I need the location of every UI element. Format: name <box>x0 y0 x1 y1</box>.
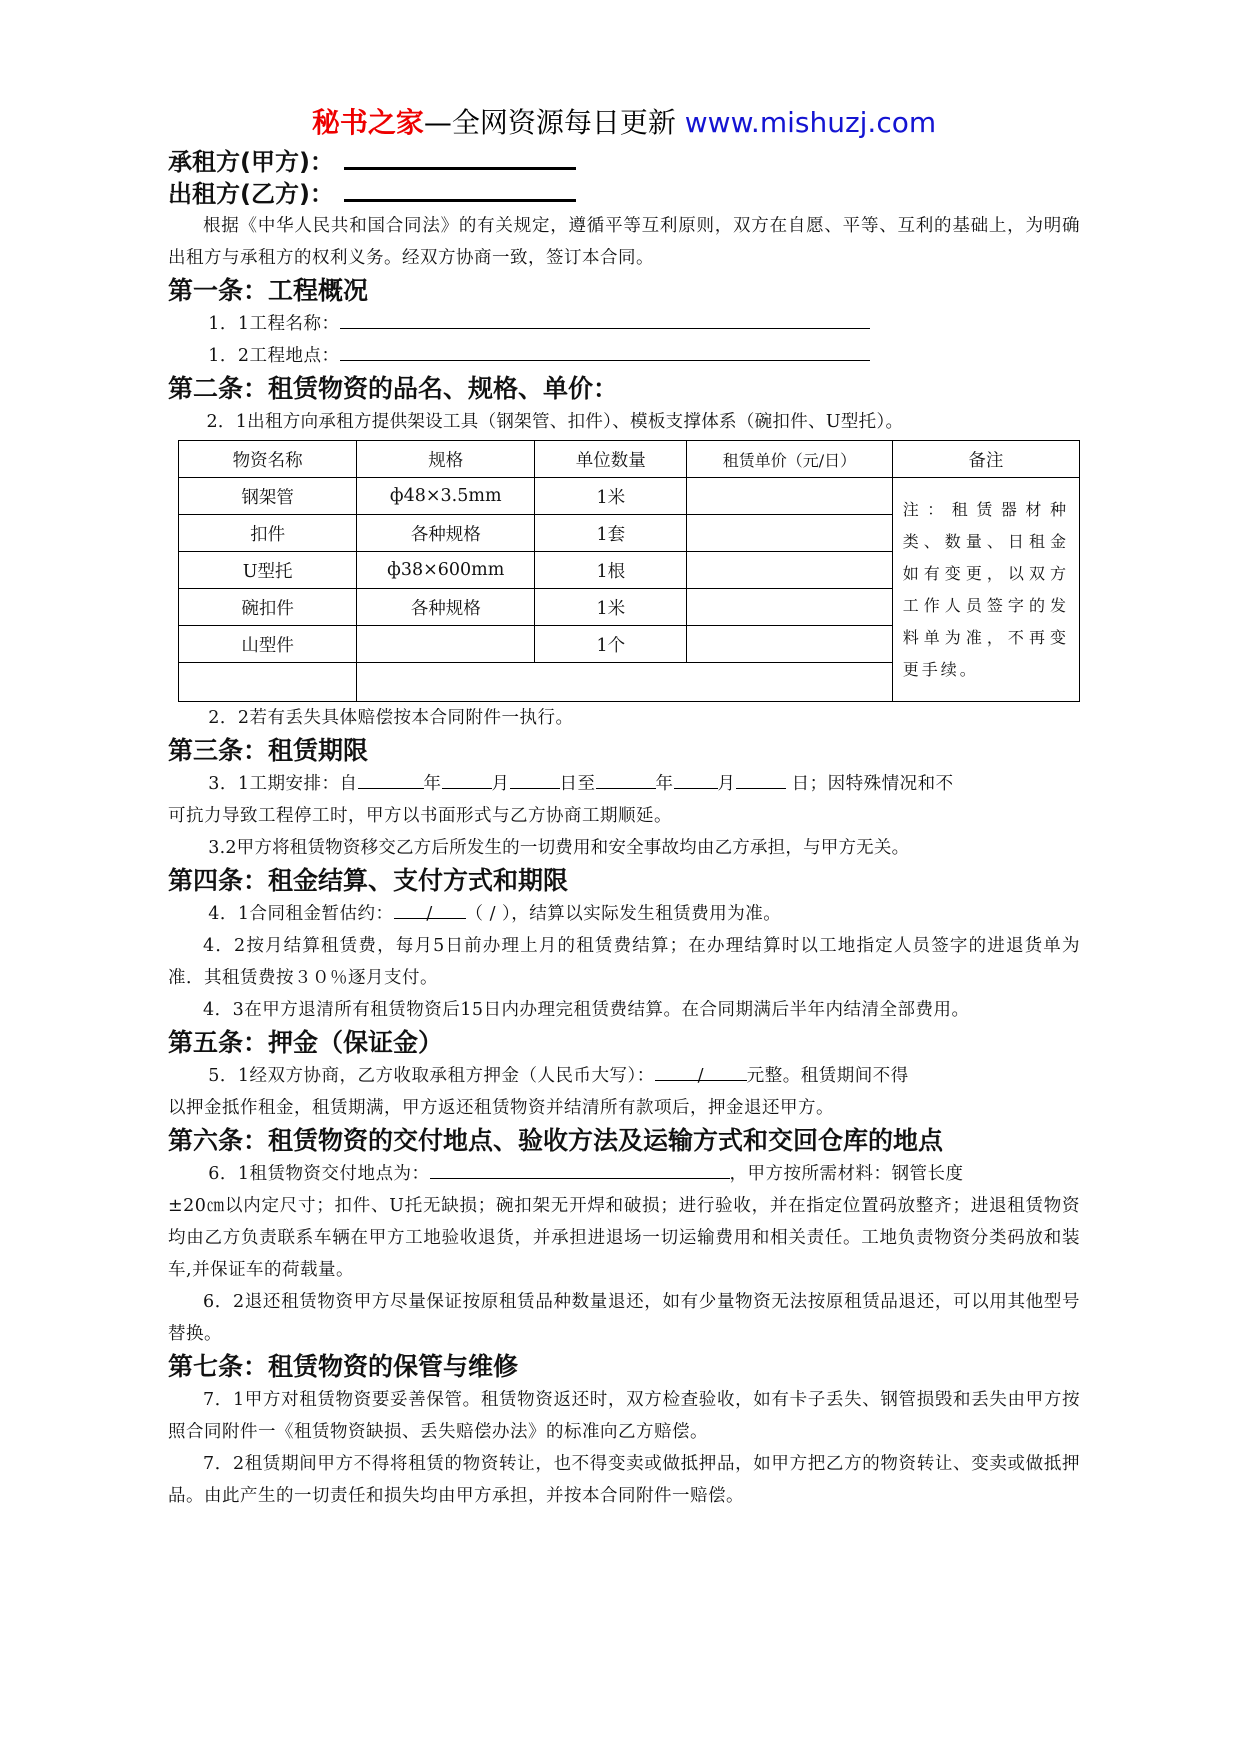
lessee-field <box>168 146 1080 178</box>
article-5-heading: 第五条：押金（保证金） <box>168 1028 444 1057</box>
item-unit-cell: 1套 <box>535 515 687 552</box>
remarks-note-cell: 注：租赁器材种类、数量、日租金如有变更，以双方工作人员签字的发料单为准，不再变更手续。 <box>892 478 1079 702</box>
project-location-field <box>168 340 1080 372</box>
delivery-location-suffix: ，甲方按所需材料：钢管长度 <box>729 1164 964 1184</box>
article-7-item-2: 7．2租赁期间甲方不得将租赁的物资转让，也不得变卖或做抵押品，如甲方把乙方的物资转让、变卖或做抵押品。由此产生的一切责任和损失均由甲方承担，并按本合同附件一赔偿。 <box>168 1454 1080 1506</box>
header-cell: 规格 <box>357 441 535 478</box>
project-location-blank[interactable] <box>340 340 870 361</box>
item-name-cell: 碗扣件 <box>179 589 357 626</box>
item-price-cell[interactable] <box>687 552 893 589</box>
term-schedule-cont: 可抗力导致工程停工时，甲方以书面形式与乙方协商工期顺延。 <box>168 806 672 826</box>
article-6-heading: 第六条：租赁物资的交付地点、验收方法及运输方式和交回仓库的地点 <box>168 1126 944 1155</box>
item-name-cell: U型托 <box>179 552 357 589</box>
project-name-blank[interactable] <box>340 308 870 329</box>
header-cell: 备注 <box>892 441 1079 478</box>
rent-estimate-line <box>168 898 1080 930</box>
item-spec-cell <box>357 626 535 663</box>
month-label: 月 <box>717 774 736 794</box>
delivery-location-blank[interactable] <box>430 1158 730 1179</box>
deposit-label: 5．1经双方协商，乙方收取承租方押金（人民币大写）： <box>208 1066 655 1086</box>
article-6-item-2: 6．2退还租赁物资甲方尽量保证按原租赁品种数量退还，如有少量物资无法按原租赁品退还，可以用其他型号替换。 <box>168 1292 1080 1344</box>
lessor-label: 出租方(乙方)： <box>168 180 334 208</box>
intro-paragraph: 根据《中华人民共和国合同法》的有关规定，遵循平等互利原则，双方在自愿、平等、互利的基础上，为明确出租方与承租方的权利义务。经双方协商一致，签订本合同。 <box>168 216 1080 268</box>
article-7-heading: 第七条：租赁物资的保管与维修 <box>168 1352 519 1381</box>
start-day-blank[interactable] <box>510 768 560 789</box>
term-label: 3．1工期安排：自 <box>208 774 358 794</box>
delivery-location-line <box>168 1158 1080 1190</box>
item-unit-cell: 1米 <box>535 478 687 515</box>
end-year-blank[interactable] <box>596 768 656 789</box>
item-name-cell: 扣件 <box>179 515 357 552</box>
article-4-heading: 第四条：租金结算、支付方式和期限 <box>168 866 569 895</box>
lessor-blank[interactable] <box>344 179 576 202</box>
article-7-item-1: 7．1甲方对租赁物资要妥善保管。租赁物资返还时，双方检查验收，如有卡子丢失、钢管损毁和丢失由甲方按照合同附件一《租赁物资缺损、丢失赔偿办法》的标准向乙方赔偿。 <box>168 1390 1080 1442</box>
day-to-label: 日至 <box>559 774 596 794</box>
deposit-suffix: 元整。租赁期间不得 <box>746 1066 909 1086</box>
item-name-cell: 山型件 <box>179 626 357 663</box>
contract-page <box>168 100 1080 1512</box>
delivery-location-label: 6．1租赁物资交付地点为： <box>208 1164 430 1184</box>
empty-merged-cell[interactable] <box>357 663 893 702</box>
item-unit-cell: 1根 <box>535 552 687 589</box>
start-month-blank[interactable] <box>442 768 492 789</box>
year-label: 年 <box>655 774 674 794</box>
item-spec-cell: ф48×3.5mm <box>357 478 535 515</box>
term-schedule-line <box>168 768 1080 800</box>
item-price-cell[interactable] <box>687 515 893 552</box>
end-month-blank[interactable] <box>674 768 718 789</box>
item-spec-cell: ф38×600mm <box>357 552 535 589</box>
lessor-field <box>168 178 1080 210</box>
project-location-label: 1．2工程地点： <box>208 346 340 366</box>
header-cell: 单位数量 <box>535 441 687 478</box>
deposit-cont: 以押金抵作租金，租赁期满，甲方返还租赁物资并结清所有款项后，押金退还甲方。 <box>168 1098 834 1118</box>
item-price-cell[interactable] <box>687 478 893 515</box>
project-name-field <box>168 308 1080 340</box>
deposit-line <box>168 1060 1080 1092</box>
item-spec-cell: 各种规格 <box>357 515 535 552</box>
article-3-heading: 第三条：租赁期限 <box>168 736 369 765</box>
year-label: 年 <box>423 774 442 794</box>
month-label: 月 <box>491 774 510 794</box>
article-4-item-2: 4．2按月结算租赁费，每月5日前办理上月的租赁费结算；在办理结算时以工地指定人员签字的进退货单为准．其租赁费按３０％逐月支付。 <box>168 936 1080 988</box>
project-name-label: 1．1工程名称： <box>208 314 340 334</box>
article-3-item-2: 3.2甲方将租赁物资移交乙方后所发生的一切费用和安全事故均由乙方承担，与甲方无关。 <box>208 838 910 858</box>
item-price-cell[interactable] <box>687 626 893 663</box>
rent-estimate-blank[interactable]: / <box>394 898 466 919</box>
banner-url-link[interactable]: www.mishuzj.com <box>684 106 937 139</box>
item-name-cell: 钢架管 <box>179 478 357 515</box>
header-cell: 物资名称 <box>179 441 357 478</box>
item-spec-cell: 各种规格 <box>357 589 535 626</box>
item-price-cell[interactable] <box>687 589 893 626</box>
day-end-label: 日；因特殊情况和不 <box>785 774 954 794</box>
article-2-item-2: 2．2若有丢失具体赔偿按本合同附件一执行。 <box>208 708 574 728</box>
deposit-blank[interactable]: / <box>655 1060 747 1081</box>
site-banner <box>168 100 1080 146</box>
article-2-item-1: 2．1出租方向承租方提供架设工具（钢架管、扣件）、模板支撑体系（碗扣件、U型托）。 <box>206 412 904 432</box>
table-row <box>179 478 1080 515</box>
item-unit-cell: 1米 <box>535 589 687 626</box>
article-4-item-3: 4．3在甲方退清所有租赁物资后15日内办理完租赁费结算。在合同期满后半年内结清全部费用。 <box>203 1000 970 1020</box>
goods-table <box>178 440 1080 702</box>
rent-estimate-label: 4．1合同租金暂估约： <box>208 904 394 924</box>
end-day-blank[interactable] <box>736 768 786 789</box>
delivery-location-cont: ±20㎝以内定尺寸；扣件、U托无缺损；碗扣架无开焊和破损；进行验收，并在指定位置码放整齐；进退租赁物资均由乙方负责联系车辆在甲方工地验收退货，并承担进退场一切运输费用和相关责任。工地负责物资分类码放和装车,并保证车的荷载量。 <box>168 1196 1080 1280</box>
header-cell: 租赁单价（元/日） <box>687 441 893 478</box>
lessee-blank[interactable] <box>344 147 576 170</box>
table-header-row <box>179 441 1080 478</box>
banner-slogan: —全网资源每日更新 <box>423 106 685 139</box>
article-2-heading: 第二条：租赁物资的品名、规格、单价： <box>168 374 619 403</box>
lessee-label: 承租方(甲方)： <box>168 148 334 176</box>
empty-cell[interactable] <box>179 663 357 702</box>
start-year-blank[interactable] <box>358 768 424 789</box>
article-1-heading: 第一条：工程概况 <box>168 276 369 305</box>
rent-estimate-suffix: （ / ），结算以实际发生租赁费用为准。 <box>465 904 782 924</box>
item-unit-cell: 1个 <box>535 626 687 663</box>
banner-brand: 秘书之家 <box>311 106 424 139</box>
